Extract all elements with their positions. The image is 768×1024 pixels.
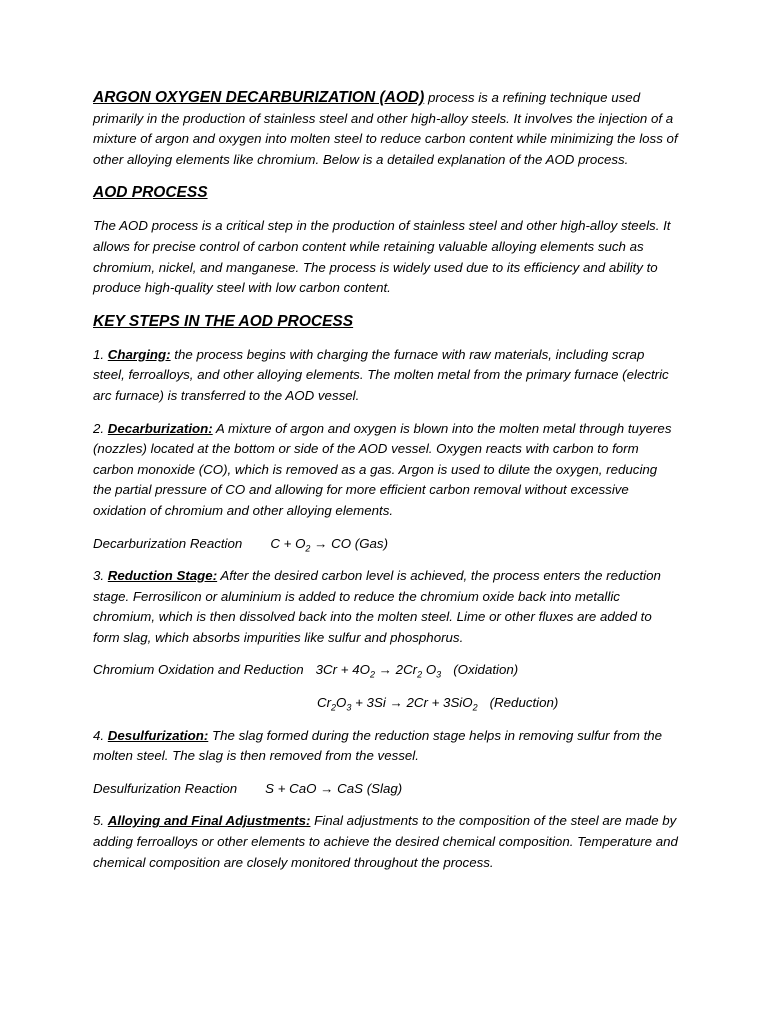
equation-part: O: [422, 662, 437, 678]
equation-part: → 2Cr: [374, 662, 418, 678]
step-alloying: [93, 811, 678, 873]
reaction-label: Decarburization Reaction: [93, 535, 243, 551]
step-number: 5.: [93, 813, 105, 829]
step-number: 1.: [93, 346, 105, 362]
aod-process-paragraph: The AOD process is a critical step in the production of stainless steel and other high-alloy steels. It allows for precise control of carbon content while retaining valuable alloying elements such as chromium, nickel, and manganese. The process is widely used due to its efficiency and ability to produce high-quality steel with low carbon content.: [93, 218, 671, 296]
step-name: Reduction Stage:: [107, 568, 218, 584]
intro-text: process is a refining technique used primarily in the production of stainless steel and other high-alloy steels. It involves the injection of a mixture of argon and oxygen into molten steel to reduce carbon content while minimizing the loss of other alloying elements like chromium. Below is a detailed explanation of the AOD process.: [93, 90, 678, 167]
chromium-reduction-reaction: [93, 693, 678, 714]
reaction-label: Chromium Oxidation and Reduction: [93, 662, 304, 678]
subscript: 3: [436, 670, 442, 681]
equation-part: → CO (Gas): [310, 535, 389, 551]
step-text: Final adjustments to the composition of the steel are made by adding ferroalloys or other elements to achieve the desired chemical composition. Temperature and chemical composition are closely monitored throughout the process.: [93, 813, 678, 870]
step-name: Decarburization:: [107, 420, 213, 436]
intro-paragraph: [93, 88, 678, 170]
step-name: Alloying and Final Adjustments:: [107, 813, 311, 829]
key-steps-heading: KEY STEPS IN THE AOD PROCESS: [93, 312, 354, 330]
step-number: 4.: [93, 727, 105, 743]
equation-note: (Oxidation): [453, 662, 519, 678]
equation-part: S + CaO → CaS (Slag): [265, 780, 403, 796]
step-number: 3.: [93, 568, 105, 584]
step-reduction: [93, 566, 678, 648]
subscript: 2: [369, 670, 375, 681]
subscript: 2: [472, 702, 478, 713]
subscript: 2: [417, 670, 423, 681]
step-text: After the desired carbon level is achieved, the process enters the reduction stage. Ferrosilicon or aluminium is added to reduce the chromium oxide back into metallic chromium, which is then dissolved back into the molten steel. Lime or other fluxes are added to form slag, which absorbs impurities like sulfur and phosphorus.: [93, 568, 661, 645]
step-name: Charging:: [107, 346, 171, 362]
subscript: 2: [331, 702, 337, 713]
intro-title: ARGON OXYGEN DECARBURIZATION (AOD): [93, 89, 425, 106]
step-charging: [93, 345, 678, 407]
step-text: A mixture of argon and oxygen is blown into the molten metal through tuyeres (nozzles) located at the bottom or side of the AOD vessel. Oxygen reacts with carbon to form carbon monoxide (CO), which is removed as a gas. Argon is used to dilute the oxygen, reducing the partial pressure of CO and allowing for more efficient carbon removal without excessive oxidation of chromium and other alloying elements.: [93, 420, 672, 518]
subscript: 3: [346, 702, 352, 713]
step-number: 2.: [93, 420, 105, 436]
desulfurization-reaction: [93, 779, 678, 800]
step-name: Desulfurization:: [107, 727, 209, 743]
subscript: 2: [305, 543, 311, 554]
chromium-oxidation-reaction: [93, 660, 678, 681]
document-page: [93, 88, 678, 885]
step-decarburization: [93, 419, 678, 522]
equation-part: C + O: [270, 535, 306, 551]
decarburization-reaction: [93, 534, 678, 555]
reaction-label: Desulfurization Reaction: [93, 780, 238, 796]
equation-part: Cr: [317, 695, 332, 711]
equation-part: O: [336, 695, 347, 711]
aod-process-heading: AOD PROCESS: [93, 184, 208, 202]
equation-part: 3Cr + 4O: [315, 662, 370, 678]
equation-note: (Reduction): [489, 695, 559, 711]
equation-part: + 3Si → 2Cr + 3SiO: [351, 695, 473, 711]
step-text: the process begins with charging the furnace with raw materials, including scrap steel, ferroalloys, and other alloying elements. The molten metal from the primary furnace (electric arc furnace) is transferred to the AOD vessel.: [93, 346, 669, 403]
step-text: The slag formed during the reduction stage helps in removing sulfur from the molten steel. The slag is then removed from the vessel.: [93, 727, 663, 764]
step-desulfurization: [93, 726, 678, 767]
